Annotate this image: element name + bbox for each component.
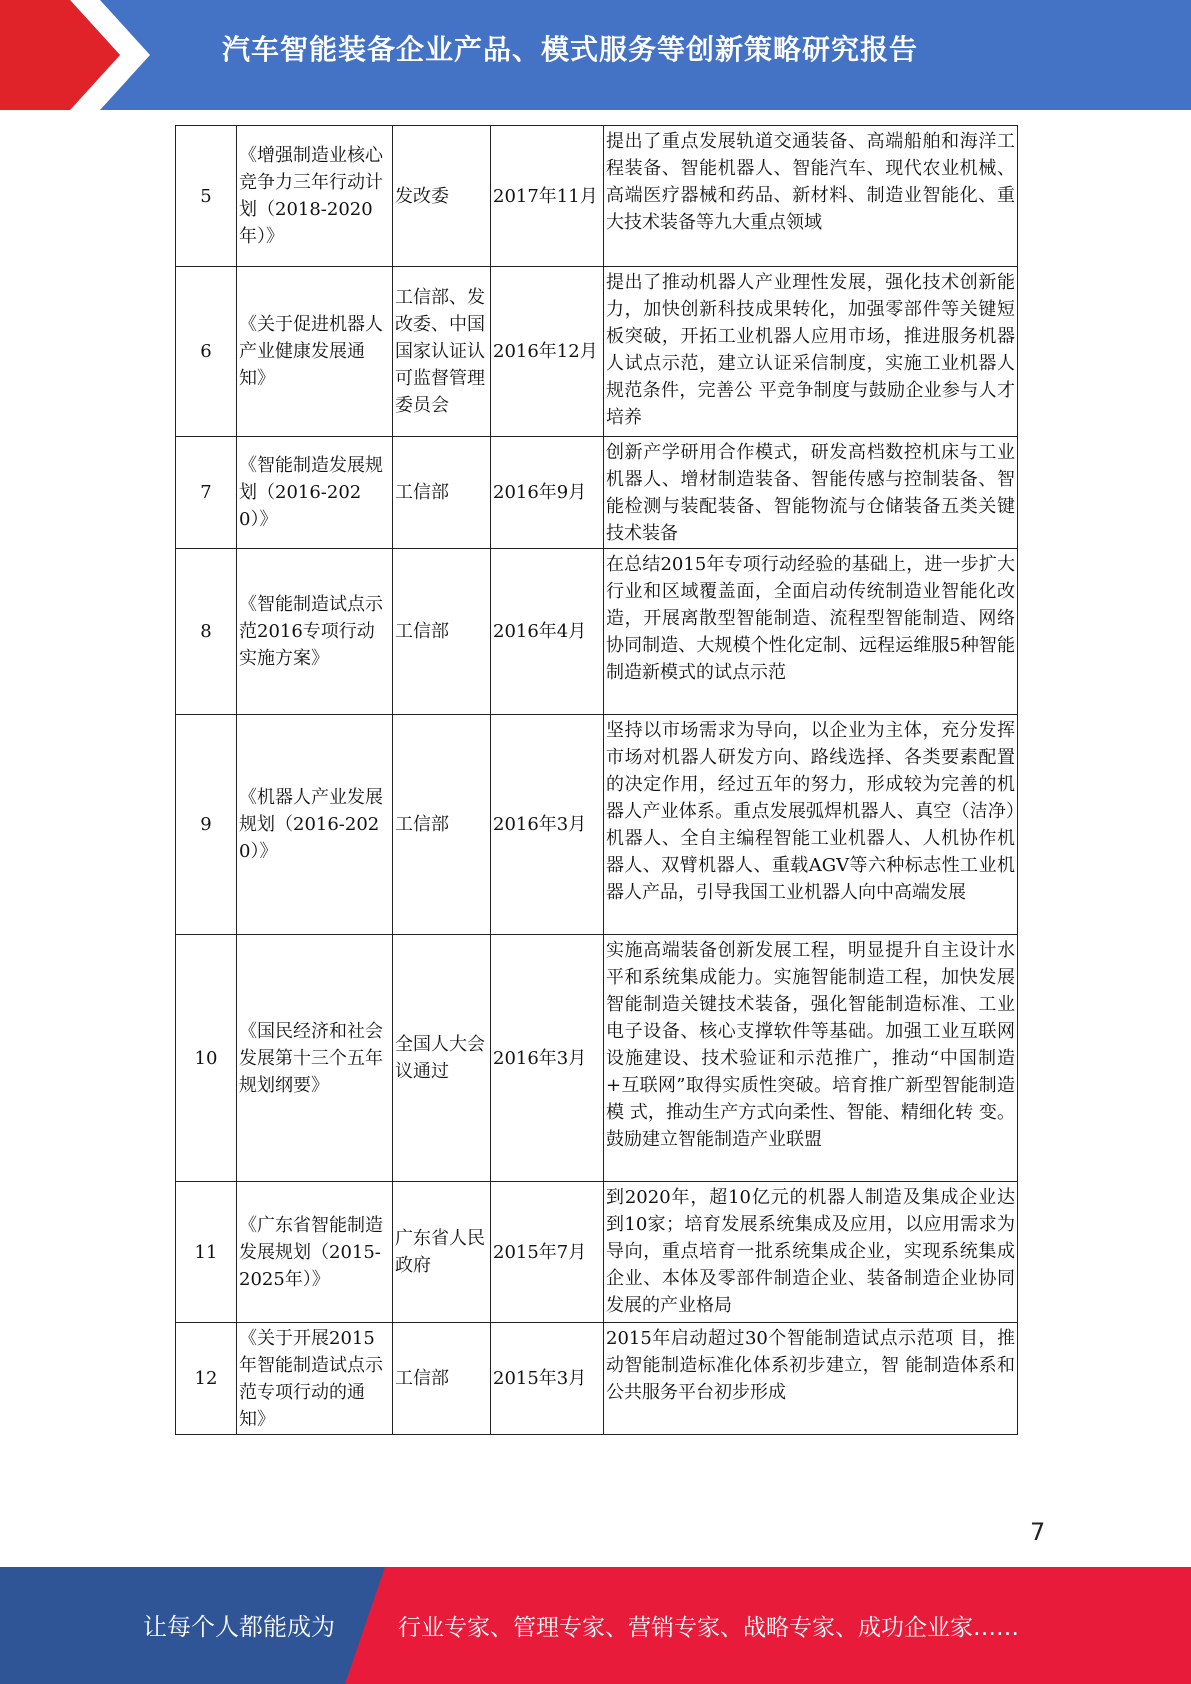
row-number: 10 <box>176 935 237 1182</box>
page-footer <box>0 1567 1191 1684</box>
policy-content: 到2020年，超10亿元的机器人制造及集成企业达到10家；培育发展系统集成及应用，以应用需求为导向，重点培育一批系统集成企业，实现系统集成企业、本体及零部件制造企业、装备制造企业协同发展的产业格局 <box>604 1182 1018 1323</box>
policy-name: 《关于开展2015年智能制造试点示范专项行动的通知》 <box>237 1323 393 1435</box>
row-number: 6 <box>176 267 237 437</box>
table-row <box>176 935 1018 1182</box>
page-number: 7 <box>1030 1518 1046 1546</box>
policy-name: 《机器人产业发展规划（2016-2020）》 <box>237 715 393 935</box>
issue-date: 2016年4月 <box>491 549 604 715</box>
policy-name: 《增强制造业核心竞争力三年行动计划（2018-2020年）》 <box>237 126 393 267</box>
issuing-department: 全国人大会议通过 <box>393 935 491 1182</box>
footer-slogan-left: 让每个人都能成为 <box>143 1613 335 1641</box>
policy-table <box>175 125 1018 1435</box>
policy-content: 创新产学研用合作模式，研发高档数控机床与工业机器人、增材制造装备、智能传感与控制装备、智能检测与装配装备、智能物流与仓储装备五类关键技术装备 <box>604 437 1018 549</box>
table-row <box>176 549 1018 715</box>
policy-name: 《智能制造发展规划（2016-2020）》 <box>237 437 393 549</box>
issue-date: 2017年11月 <box>491 126 604 267</box>
policy-content: 提出了重点发展轨道交通装备、高端船舶和海洋工程装备、智能机器人、智能汽车、现代农业机械、高端医疗器械和药品、新材料、制造业智能化、重大技术装备等九大重点领域 <box>604 126 1018 267</box>
row-number: 8 <box>176 549 237 715</box>
policy-content: 2015年启动超过30个智能制造试点示范项 目，推动智能制造标准化体系初步建立，智 能制造体系和公共服务平台初步形成 <box>604 1323 1018 1435</box>
row-number: 11 <box>176 1182 237 1323</box>
issuing-department: 工信部 <box>393 1323 491 1435</box>
policy-content: 坚持以市场需求为导向，以企业为主体，充分发挥市场对机器人研发方向、路线选择、各类要素配置的决定作用，经过五年的努力，形成较为完善的机器人产业体系。重点发展弧焊机器人、真空（洁净）机器人、全自主编程智能工业机器人、人机协作机器人、双臂机器人、重载AGV等六种标志性工业机器人产品，引导我国工业机器人向中高端发展 <box>604 715 1018 935</box>
issue-date: 2015年7月 <box>491 1182 604 1323</box>
table-row <box>176 267 1018 437</box>
row-number: 9 <box>176 715 237 935</box>
issuing-department: 工信部 <box>393 437 491 549</box>
issue-date: 2016年3月 <box>491 935 604 1182</box>
issuing-department: 工信部、发改委、中国国家认证认可监督管理委员会 <box>393 267 491 437</box>
issuing-department: 工信部 <box>393 549 491 715</box>
issuing-department: 工信部 <box>393 715 491 935</box>
policy-name: 《关于促进机器人产业健康发展通知》 <box>237 267 393 437</box>
issue-date: 2016年3月 <box>491 715 604 935</box>
page-header <box>0 0 1191 110</box>
policy-content: 在总结2015年专项行动经验的基础上，进一步扩大行业和区域覆盖面，全面启动传统制造业智能化改造，开展离散型智能制造、流程型智能制造、网络协同制造、大规模个性化定制、远程运维服5种智能制造新模式的试点示范 <box>604 549 1018 715</box>
row-number: 7 <box>176 437 237 549</box>
issue-date: 2016年9月 <box>491 437 604 549</box>
footer-slogan-right: 行业专家、管理专家、营销专家、战略专家、成功企业家…… <box>398 1615 1019 1641</box>
row-number: 12 <box>176 1323 237 1435</box>
issue-date: 2016年12月 <box>491 267 604 437</box>
report-title: 汽车智能装备企业产品、模式服务等创新策略研究报告 <box>222 33 919 66</box>
policy-name: 《广东省智能制造发展规划（2015-2025年）》 <box>237 1182 393 1323</box>
table-row <box>176 715 1018 935</box>
policy-content: 提出了推动机器人产业理性发展，强化技术创新能力，加快创新科技成果转化，加强零部件等关键短板突破，开拓工业机器人应用市场，推进服务机器人试点示范，建立认证采信制度，实施工业机器人规范条件，完善公 平竞争制度与鼓励企业参与人才培养 <box>604 267 1018 437</box>
issuing-department: 发改委 <box>393 126 491 267</box>
row-number: 5 <box>176 126 237 267</box>
policy-content: 实施高端装备创新发展工程，明显提升自主设计水平和系统集成能力。实施智能制造工程，加快发展智能制造关键技术装备，强化智能制造标准、工业电子设备、核心支撑软件等基础。加强工业互联网设施建设、技术验证和示范推广，推动“中国制造+互联网”取得实质性突破。培育推广新型智能制造模 式，推动生产方式向柔性、智能、精细化转 变。鼓励建立智能制造产业联盟 <box>604 935 1018 1182</box>
table-row <box>176 437 1018 549</box>
table-row <box>176 1323 1018 1435</box>
policy-name: 《智能制造试点示范2016专项行动实施方案》 <box>237 549 393 715</box>
policy-name: 《国民经济和社会发展第十三个五年规划纲要》 <box>237 935 393 1182</box>
header-arrow-icon <box>0 0 160 110</box>
issuing-department: 广东省人民政府 <box>393 1182 491 1323</box>
issue-date: 2015年3月 <box>491 1323 604 1435</box>
table-row <box>176 1182 1018 1323</box>
table-row <box>176 126 1018 267</box>
